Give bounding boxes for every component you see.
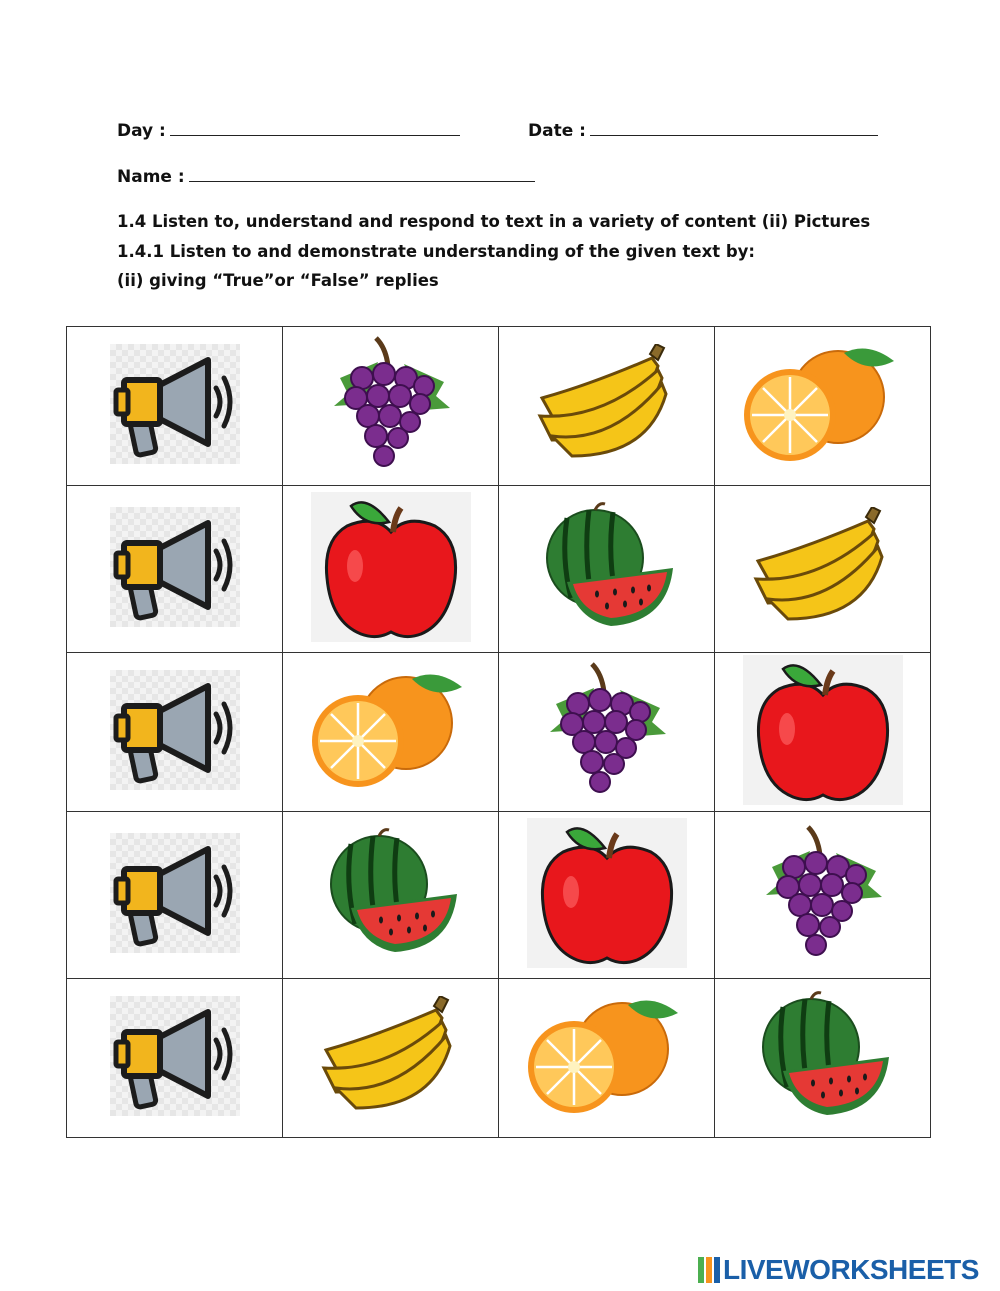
grid-row (67, 485, 931, 652)
liveworksheets-logo (698, 1254, 979, 1286)
picture-cell (499, 652, 715, 811)
orange-icon (522, 991, 692, 1121)
speaker-icon[interactable] (110, 670, 240, 790)
objective-line-1: 1.4 Listen to, understand and respond to text in a variety of content (ii) Pictures (117, 212, 871, 231)
watermelon-icon (321, 828, 461, 958)
objective-line-3: (ii) giving “True”or “False” replies (117, 271, 439, 290)
picture-cell (283, 485, 499, 652)
audio-cell[interactable] (67, 327, 283, 486)
audio-cell[interactable] (67, 978, 283, 1137)
audio-cell[interactable] (67, 811, 283, 978)
speaker-icon[interactable] (110, 507, 240, 627)
logo-text: LIVEWORKSHEETS (723, 1254, 979, 1285)
liveworksheets-logo-mark (698, 1257, 720, 1283)
date-input-line[interactable] (590, 134, 878, 136)
date-field (528, 121, 878, 141)
date-label: Date : (528, 121, 586, 141)
day-input-line[interactable] (170, 134, 460, 136)
orange-icon (306, 665, 476, 795)
audio-cell[interactable] (67, 652, 283, 811)
speaker-icon[interactable] (110, 996, 240, 1116)
banana-icon (316, 996, 466, 1116)
name-input-line[interactable] (189, 180, 535, 182)
picture-cell (715, 978, 931, 1137)
picture-cell (499, 978, 715, 1137)
picture-cell (283, 811, 499, 978)
grid-row (67, 327, 931, 486)
picture-cell (499, 485, 715, 652)
audio-cell[interactable] (67, 485, 283, 652)
grid-row (67, 652, 931, 811)
name-label: Name : (117, 167, 185, 187)
apple-icon (743, 655, 903, 805)
apple-icon (527, 818, 687, 968)
speaker-icon[interactable] (110, 344, 240, 464)
picture-cell (715, 485, 931, 652)
picture-cell (499, 811, 715, 978)
name-field (117, 167, 535, 187)
watermelon-icon (753, 991, 893, 1121)
picture-cell (715, 811, 931, 978)
grapes-icon (326, 334, 456, 474)
picture-cell (283, 652, 499, 811)
grid-row (67, 811, 931, 978)
speaker-icon[interactable] (110, 833, 240, 953)
picture-cell (715, 652, 931, 811)
picture-cell (283, 327, 499, 486)
grid-row (67, 978, 931, 1137)
orange-icon (738, 339, 908, 469)
objective-line-2: 1.4.1 Listen to and demonstrate understanding of the given text by: (117, 242, 756, 261)
banana-icon (532, 344, 682, 464)
day-label: Day : (117, 121, 166, 141)
grapes-icon (758, 823, 888, 963)
watermelon-icon (537, 502, 677, 632)
grapes-icon (542, 660, 672, 800)
picture-cell (283, 978, 499, 1137)
apple-icon (311, 492, 471, 642)
picture-cell (715, 327, 931, 486)
day-field (117, 121, 460, 141)
banana-icon (748, 507, 898, 627)
picture-cell (499, 327, 715, 486)
fruit-grid (66, 326, 931, 1138)
